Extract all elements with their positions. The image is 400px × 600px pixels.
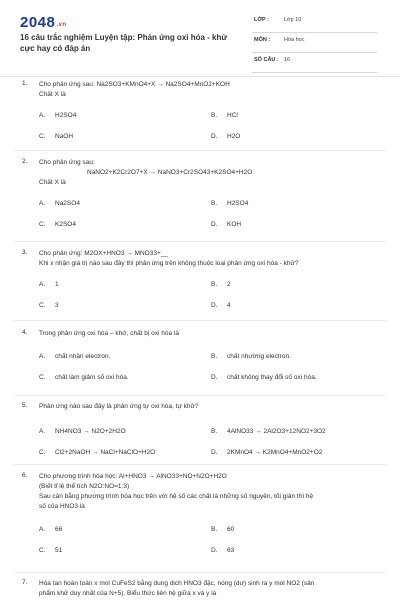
question-number: 3. (22, 249, 28, 256)
question-line: NaNO2+K2Cr2O7+X → NaNO3+Cr2SO43+K2SO4+H2O (87, 169, 253, 176)
question-divider (14, 395, 386, 396)
option-a[interactable]: A. Na2SO4 (39, 200, 80, 207)
question-text (39, 249, 388, 269)
question-divider (14, 320, 386, 321)
question-4 (18, 329, 388, 381)
question-2 (18, 158, 388, 230)
options (39, 418, 388, 454)
options (39, 345, 388, 381)
document-meta (252, 15, 377, 75)
meta-key: MÔN : (254, 37, 271, 43)
option-a[interactable]: A. 66 (39, 526, 63, 533)
question-text (39, 472, 388, 512)
meta-value: Hóa học (284, 37, 305, 43)
option-a[interactable]: A. NH4NO3 → N2O+2H2O (39, 428, 126, 435)
question-text (39, 329, 388, 339)
question-number: 7. (22, 579, 28, 586)
question-line: số của HNO3 là (39, 503, 85, 510)
question-line: Sau cân bằng phương trình hóa học trên với hệ số các chất là những số nguyên, tối giản thì hệ (39, 493, 314, 500)
options (39, 518, 388, 554)
site-logo[interactable]: 2048.vn (20, 14, 67, 31)
question-divider (14, 572, 386, 573)
option-c[interactable]: C. K2SO4 (39, 221, 76, 228)
question-number: 6. (22, 472, 28, 479)
question-line: Hòa tan hoàn toàn x mol CuFeS2 bằng dung dịch HNO3 đặc, nóng (dư) sinh ra y mol NO2 (sản (39, 580, 315, 587)
question-text (39, 80, 388, 100)
option-c[interactable]: C. NaOH (39, 133, 74, 140)
question-number: 4. (22, 329, 28, 336)
question-number: 2. (22, 158, 28, 165)
option-b[interactable]: B. H2SO4 (211, 200, 249, 207)
option-d[interactable]: D. 63 (211, 547, 235, 554)
meta-row-subject (252, 35, 377, 53)
document-title: 16 câu trắc nghiệm Luyện tập: Phản ứng oxi hóa - khử cực hay có đáp án (20, 33, 228, 53)
question-line: Phản ứng nào sau đây là phản ứng tự oxi hóa, tự khử? (39, 403, 199, 410)
question-3 (18, 249, 388, 311)
options (39, 275, 388, 311)
question-text (39, 579, 388, 599)
options (39, 194, 388, 230)
option-d[interactable]: D. chất không thay đổi số oxi hóa. (211, 374, 317, 381)
question-5 (18, 402, 388, 454)
meta-row-class (252, 15, 377, 33)
question-line: Cho phương trình hóa học: Al+HNO3 → AlNO33+NO+N2O+H2O (39, 473, 227, 480)
question-number: 1. (22, 80, 28, 87)
question-line: Cho phản ứng sau: Na2SO3+KMnO4+X → Na2SO4+MnO2+KOH (39, 81, 230, 88)
question-line: phẩm khử duy nhất của N+5). Biểu thức liên hệ giữa x và y là (39, 590, 217, 597)
option-b[interactable]: B. HCl (211, 112, 238, 119)
meta-value: Lớp 10 (284, 17, 302, 23)
option-d[interactable]: D. KOH (211, 221, 242, 228)
meta-key: SỐ CÂU : (254, 57, 279, 63)
option-b[interactable]: B. 2 (211, 281, 231, 288)
question-line: Khi x nhận giá trị nào sau đây thì phản ứng trên không thuộc loại phản ứng oxi hóa - khử? (39, 260, 299, 267)
option-d[interactable]: D. 2KMnO4 → K2MnO4+MnO2+O2 (211, 449, 323, 456)
options (39, 106, 388, 142)
meta-row-count (252, 55, 377, 73)
option-d[interactable]: D. H2O (211, 133, 241, 140)
option-b[interactable]: B. chất nhường electron. (211, 353, 291, 360)
question-divider (14, 150, 386, 151)
question-line: Chất X là (39, 179, 66, 186)
option-b[interactable]: B. 60 (211, 526, 235, 533)
question-7 (18, 579, 388, 599)
option-a[interactable]: A. 1 (39, 281, 59, 288)
document-header (0, 0, 400, 80)
question-line: (Biết tỉ lệ thể tích N2O:NO=1:3) (39, 483, 130, 490)
question-divider (14, 464, 386, 465)
question-line: Trong phản ứng oxi hóa – khử, chất bị oxi hóa là (39, 330, 179, 337)
question-line: Chất X là (39, 91, 66, 98)
question-line: Cho phản ứng: M2OX+HNO3 → MNO33+__ (39, 250, 168, 257)
question-6 (18, 472, 388, 554)
option-c[interactable]: C. 51 (39, 547, 63, 554)
question-text (39, 402, 388, 412)
question-divider (14, 241, 386, 242)
question-number: 5. (22, 402, 28, 409)
option-a[interactable]: A. chất nhận electron. (39, 353, 111, 360)
meta-value: 16 (284, 57, 291, 63)
header-divider (0, 76, 400, 77)
option-b[interactable]: B. 4AlNO33 → 2Al2O3+12NO2+3O2 (211, 428, 326, 435)
option-a[interactable]: A. H2SO4 (39, 112, 77, 119)
question-line: Cho phản ứng sau: (39, 159, 95, 166)
question-1 (18, 80, 388, 142)
option-c[interactable]: C. 3 (39, 302, 59, 309)
meta-key: LỚP : (254, 17, 269, 23)
question-text (39, 158, 388, 188)
option-c[interactable]: C. Cl2+2NaOH → NaCl+NaClO+H2O (39, 449, 156, 456)
option-c[interactable]: C. chất làm giảm số oxi hóa. (39, 374, 129, 381)
option-d[interactable]: D. 4 (211, 302, 231, 309)
